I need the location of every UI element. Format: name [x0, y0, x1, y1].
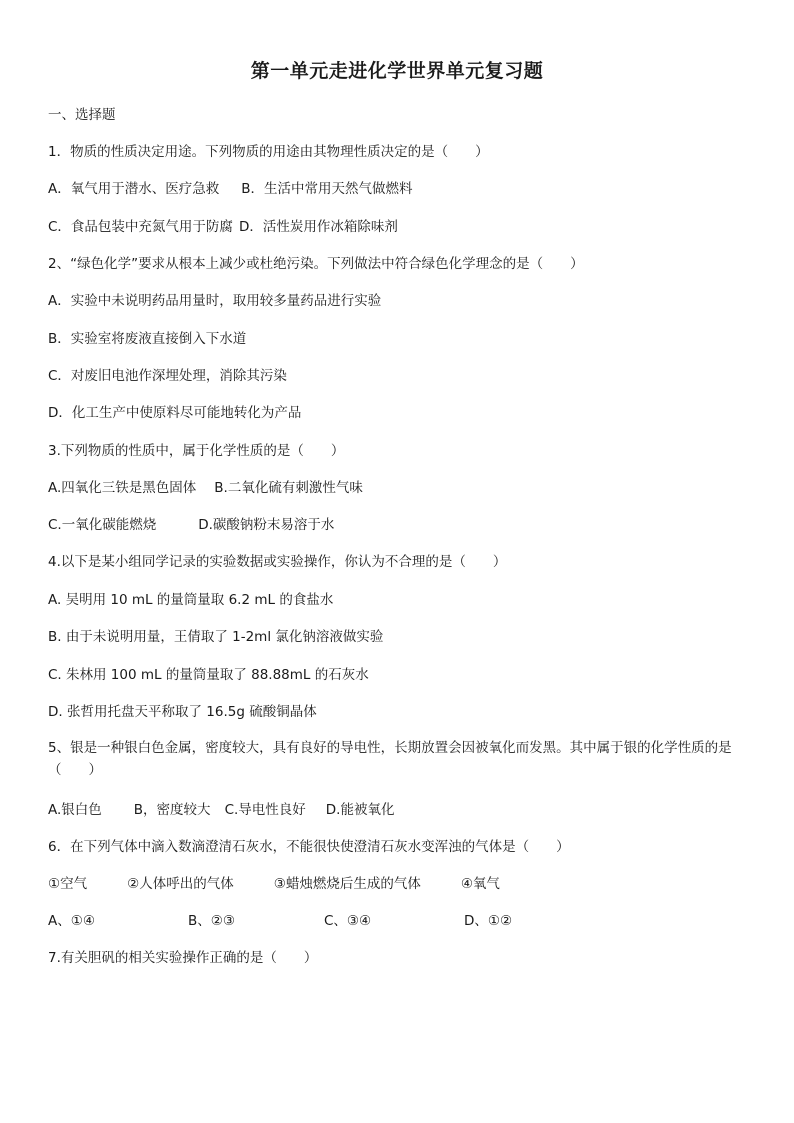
question-5-stem: 5、银是一种银白色金属，密度较大，具有良好的导电性，长期放置会因被氧化而发黑。其中属于银的化学性质的是（ ）: [48, 740, 732, 778]
question-3-option-c: C.一氧化碳能燃烧: [48, 517, 157, 533]
question-6-item-1: ①空气: [48, 876, 88, 892]
section-heading: 一、选择题: [48, 107, 116, 123]
question-1-option-b: B．生活中常用天然气做燃料: [241, 181, 413, 197]
question-1-options-ab: [48, 178, 413, 200]
question-5-option-b: B，密度较大: [133, 802, 211, 818]
question-6-options: [48, 910, 512, 932]
question-6-option-a: A、①④: [48, 913, 95, 929]
question-3-option-d: D.碳酸钠粉末易溶于水: [198, 517, 335, 533]
question-1-option-d: D．活性炭用作冰箱除味剂: [238, 219, 398, 235]
question-6-option-d: D、①②: [464, 913, 513, 929]
question-5-option-d: D.能被氧化: [325, 802, 395, 818]
question-5-option-c: C.导电性良好: [224, 802, 306, 818]
question-3-option-a: A.四氧化三铁是黑色固体: [48, 480, 197, 496]
question-3-options-ab: [48, 477, 363, 499]
question-3-options-cd: [48, 514, 334, 536]
question-1-option-c: C．食品包装中充氮气用于防腐: [48, 219, 233, 235]
question-7-stem: 7.有关胆矾的相关实验操作正确的是（ ）: [48, 950, 318, 966]
question-1-option-a: A．氧气用于潜水、医疗急救: [48, 181, 220, 197]
question-4-option-d: D. 张哲用托盘天平称取了 16.5g 硫酸铜晶体: [48, 704, 317, 720]
question-4-option-c: C. 朱林用 100 mL 的量筒量取了 88.88mL 的石灰水: [48, 667, 369, 683]
question-1-stem: 1．物质的性质决定用途。下列物质的用途由其物理性质决定的是（ ）: [48, 144, 489, 160]
question-3-stem: 3.下列物质的性质中，属于化学性质的是（ ）: [48, 443, 345, 459]
question-6-item-3: ③蜡烛燃烧后生成的气体: [273, 876, 421, 892]
question-6-option-b: B、②③: [188, 913, 235, 929]
question-3-option-b: B.二氧化硫有刺激性气味: [214, 480, 363, 496]
question-4-stem: 4.以下是某小组同学记录的实验数据或实验操作，你认为不合理的是（ ）: [48, 554, 507, 570]
page-title: 第一单元走进化学世界单元复习题: [250, 60, 544, 82]
question-6-items: [48, 873, 500, 895]
question-2-stem: 2、“绿色化学”要求从根本上减少或杜绝污染。下列做法中符合绿色化学理念的是（ ）: [48, 256, 584, 272]
question-6-item-2: ②人体呼出的气体: [127, 876, 234, 892]
question-1-options-cd: [48, 216, 398, 238]
question-6-item-4: ④氧气: [460, 876, 500, 892]
question-4-option-a: A. 吴明用 10 mL 的量筒量取 6.2 mL 的食盐水: [48, 592, 334, 608]
question-2-option-b: B．实验室将废液直接倒入下水道: [48, 331, 247, 347]
question-2-option-a: A．实验中未说明药品用量时，取用较多量药品进行实验: [48, 293, 382, 309]
question-6-stem: 6．在下列气体中滴入数滴澄清石灰水，不能很快使澄清石灰水变浑浊的气体是（ ）: [48, 839, 570, 855]
question-4-option-b: B. 由于未说明用量，王倩取了 1-2ml 氯化钠溶液做实验: [48, 629, 384, 645]
question-6-option-c: C、③④: [324, 913, 372, 929]
question-5-options: [48, 799, 394, 821]
question-2-option-c: C．对废旧电池作深埋处理，消除其污染: [48, 368, 287, 384]
question-5-option-a: A.银白色: [48, 802, 102, 818]
question-2-option-d: D．化工生产中使原料尽可能地转化为产品: [48, 405, 302, 421]
